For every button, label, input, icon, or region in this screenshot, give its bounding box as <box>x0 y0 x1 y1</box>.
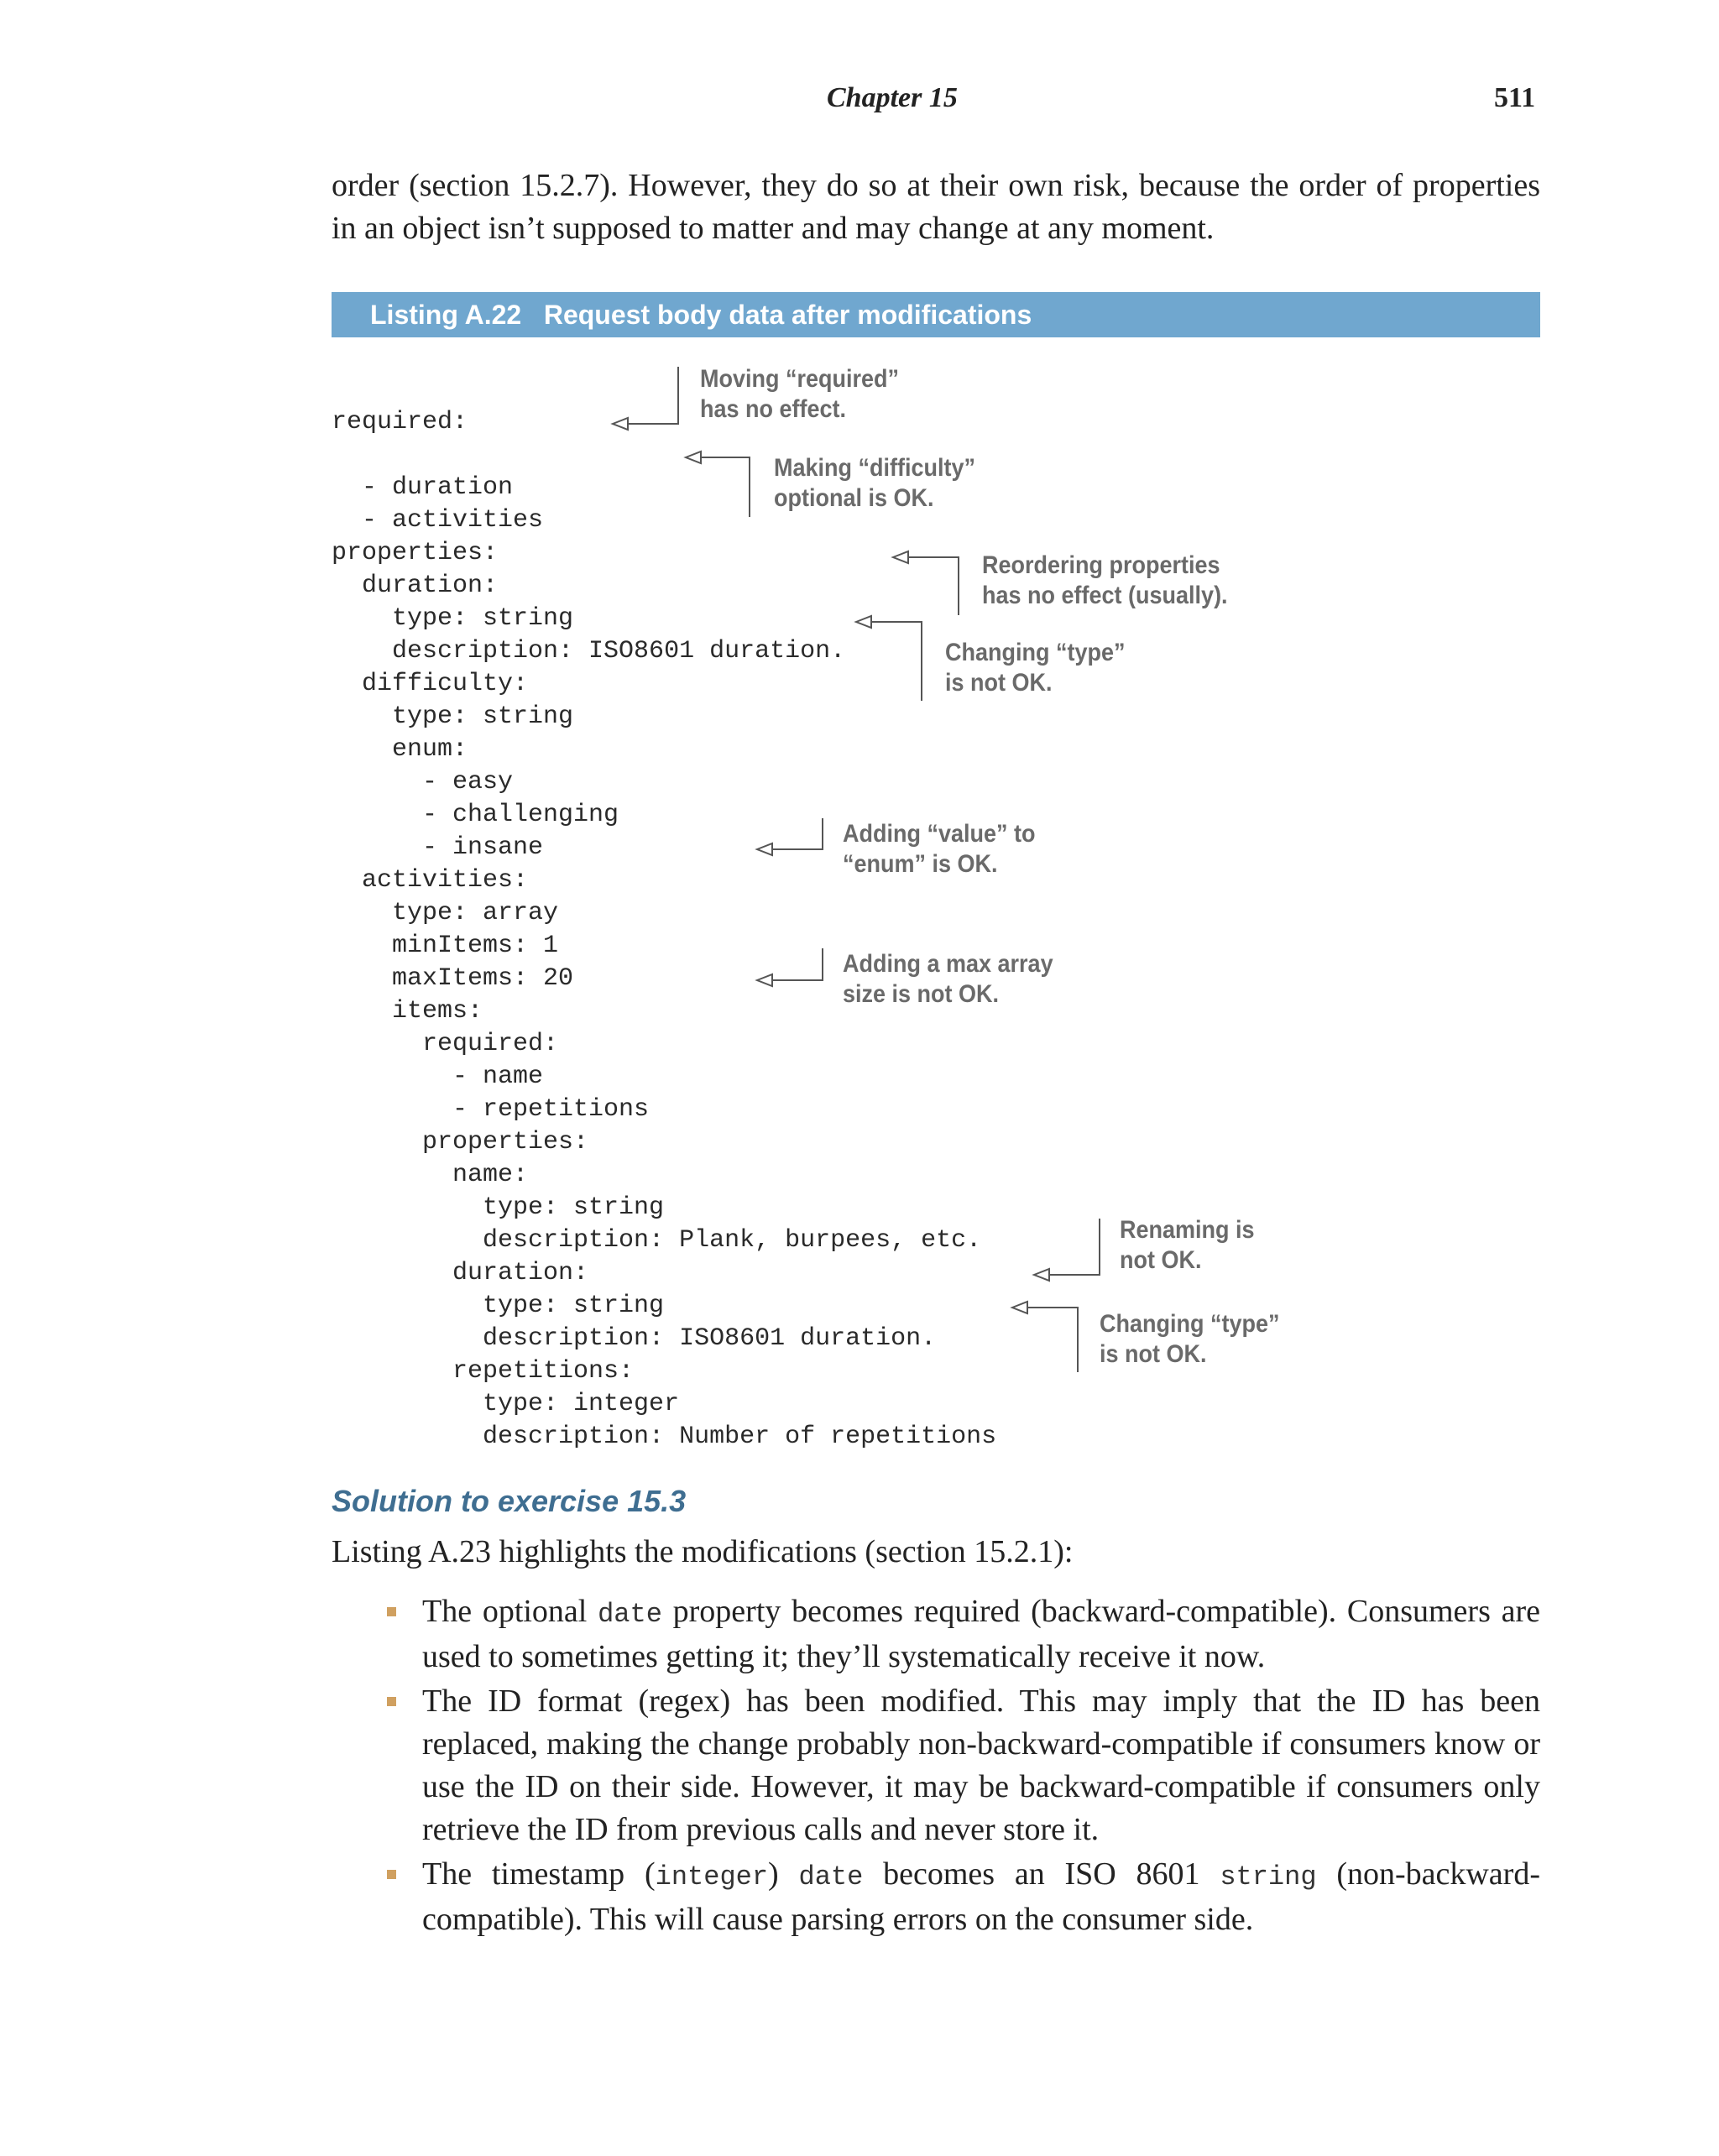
code-line: - activities <box>332 506 544 535</box>
annotation: Adding “value” to “enum” is OK. <box>843 820 1036 878</box>
code-line: - challenging <box>332 801 619 829</box>
code-line: activities: <box>332 866 529 895</box>
inline-code: date <box>798 1861 864 1892</box>
code-line: difficulty: <box>332 670 529 698</box>
code-line: enum: <box>332 735 468 764</box>
code-line: duration: <box>332 572 499 600</box>
intro-paragraph: order (section 15.2.7). However, they do so at their own risk, because the order of properties in an object isn’t supposed to matter and may change at any moment. <box>332 168 1540 246</box>
arrowhead-icon <box>757 843 772 855</box>
listing-title: Request body data after modifications <box>543 300 1032 330</box>
code-line: - repetitions <box>332 1095 650 1124</box>
code-line: description: Number of repetitions <box>332 1423 997 1451</box>
code-line: type: string <box>332 1193 665 1222</box>
annotation: Reordering properties has no effect (usually). <box>982 551 1228 609</box>
annotation: Changing “type” is not OK. <box>1100 1310 1280 1368</box>
code-line: properties: <box>332 1128 589 1156</box>
annotation-connector <box>1049 1219 1100 1275</box>
code-line: properties: <box>332 539 499 567</box>
arrowhead-icon <box>686 452 701 463</box>
code-line: - easy <box>332 768 514 796</box>
arrowhead-icon <box>893 551 908 563</box>
code-line: - name <box>332 1062 544 1091</box>
annotation-connector <box>908 557 959 615</box>
arrowhead-icon <box>856 616 871 628</box>
page-number: 511 <box>1494 82 1536 113</box>
bullet-icon <box>387 1870 396 1879</box>
annotation-connector <box>772 948 823 980</box>
list-item: The ID format (regex) has been modified. This may imply that the ID has been replaced, making the change probably non-backward-compatible if consumers know or use the ID on their side. However, it may be backward-compatible if consumers only retrieve the ID from previous calls and never store it. <box>332 1680 1540 1851</box>
list-item: The optional date property becomes required (backward-compatible). Consumers are used to sometimes getting it; they’ll systematically receive it now. <box>332 1590 1540 1678</box>
code-line: type: string <box>332 604 574 633</box>
inline-code: string <box>1220 1861 1317 1892</box>
code-line: type: integer <box>332 1390 680 1418</box>
code-line: description: ISO8601 duration. <box>332 637 846 666</box>
section-heading: Solution to exercise 15.3 <box>332 1484 687 1518</box>
code-line: required: <box>332 1030 559 1058</box>
inline-code: date <box>598 1599 662 1630</box>
annotation-connector <box>1027 1308 1078 1372</box>
annotation: Moving “required” has no effect. <box>700 365 900 423</box>
annotation: Adding a max array size is not OK. <box>843 950 1053 1008</box>
code-line: description: ISO8601 duration. <box>332 1324 937 1353</box>
code-line: description: Plank, burpees, etc. <box>332 1226 982 1255</box>
annotation: Renaming is not OK. <box>1120 1216 1255 1274</box>
annotation-connector <box>871 622 922 701</box>
code-line: - duration <box>332 473 514 502</box>
code-line: minItems: 1 <box>332 932 559 960</box>
inline-code: integer <box>655 1861 769 1892</box>
code-line: maxItems: 20 <box>332 964 574 993</box>
code-line: type: array <box>332 899 559 927</box>
annotation-connector <box>772 818 823 849</box>
annotation: Changing “type” is not OK. <box>945 639 1126 697</box>
code-line: duration: <box>332 1259 589 1287</box>
arrowhead-icon <box>613 418 628 430</box>
code-line: name: <box>332 1161 529 1189</box>
arrowhead-icon <box>1012 1302 1027 1313</box>
chapter-title: Chapter 15 <box>827 82 958 113</box>
annotation-connector <box>701 457 750 517</box>
annotation-connector <box>628 367 678 424</box>
solution-paragraph: Listing A.23 highlights the modifications (section 15.2.1): <box>332 1534 1074 1569</box>
code-line: - insane <box>332 833 544 862</box>
bullet-icon <box>387 1607 396 1616</box>
code-line: type: string <box>332 1292 665 1320</box>
code-line: required: <box>332 408 468 436</box>
arrowhead-icon <box>757 974 772 986</box>
code-line: repetitions: <box>332 1357 635 1386</box>
bullet-icon <box>387 1697 396 1706</box>
bullet-list <box>332 1590 1540 1943</box>
arrowhead-icon <box>1034 1269 1049 1281</box>
code-line: items: <box>332 997 483 1026</box>
listing-label: Listing A.22 <box>370 300 522 330</box>
annotation: Making “difficulty” optional is OK. <box>774 454 976 512</box>
code-line: type: string <box>332 702 574 731</box>
list-item: The timestamp (integer) date becomes an ISO 8601 string (non-backward-compatible). This will cause parsing errors on the consumer side. <box>332 1853 1540 1941</box>
